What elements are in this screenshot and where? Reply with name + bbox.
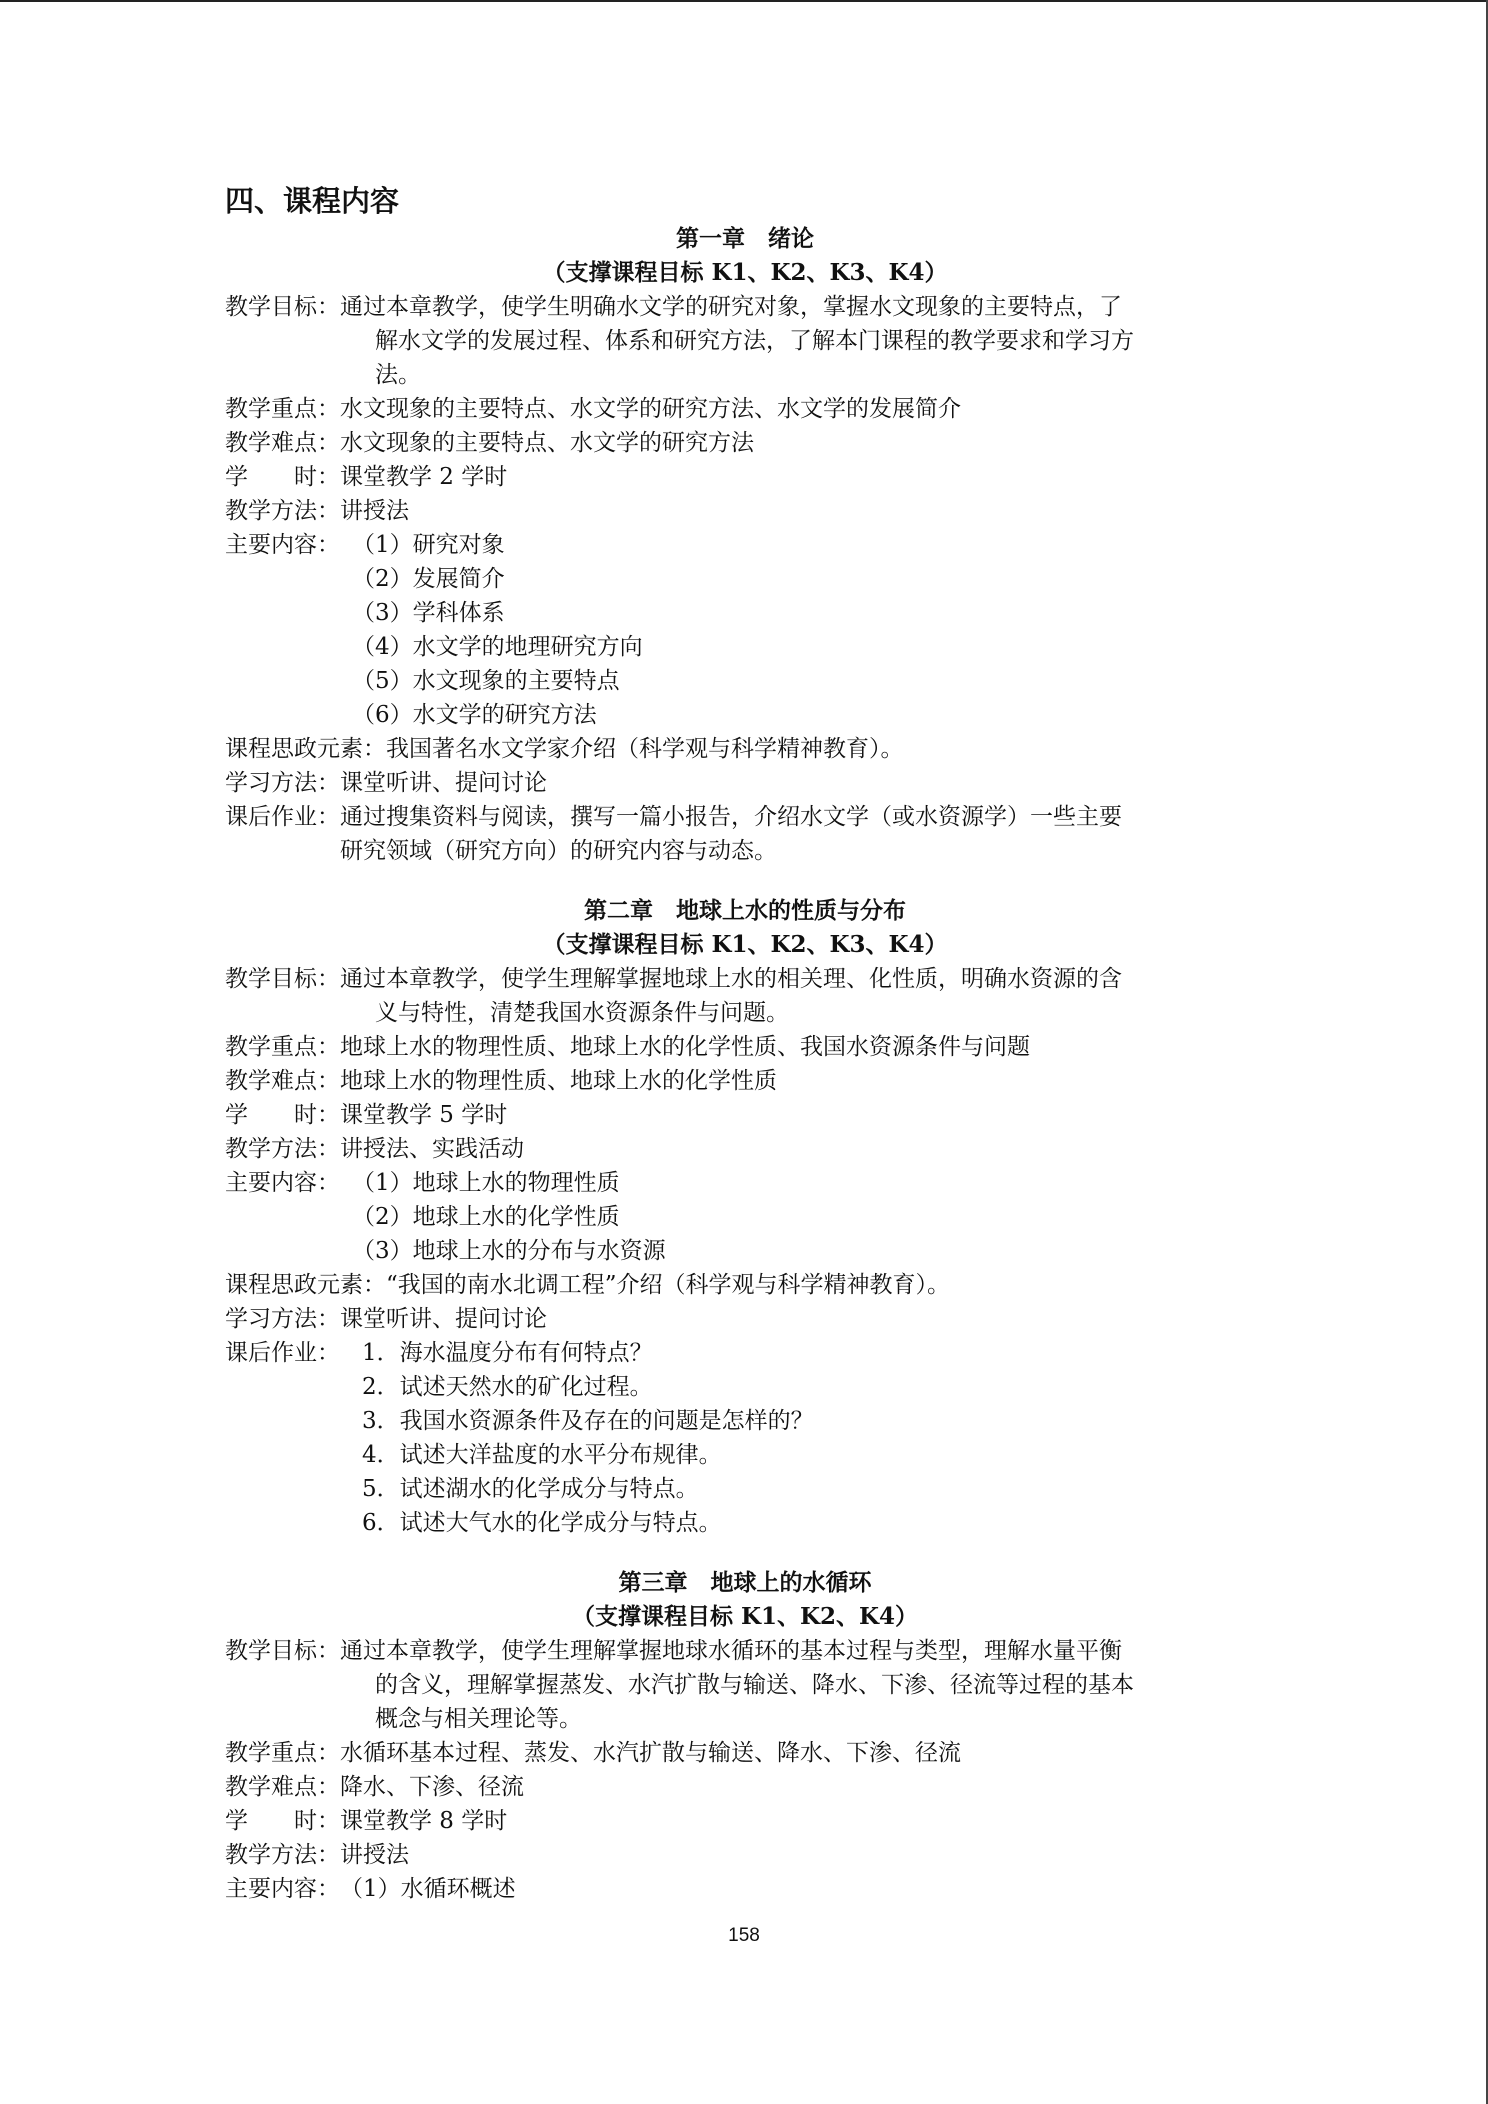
goal-label: 教学目标：: [225, 294, 340, 320]
hw-line: 研究领域（研究方向）的研究内容与动态。: [340, 838, 777, 864]
list-item: 4．试述大洋盐度的水平分布规律。: [362, 1442, 722, 1468]
study-label: 学习方法：: [225, 770, 340, 796]
chapter-support: （支撑课程目标 K1、K2、K3、K4）: [542, 259, 948, 286]
study-text: 课堂听讲、提问讨论: [340, 1306, 547, 1332]
homework: [225, 800, 1265, 868]
hw-text: [340, 800, 1265, 868]
chapter-heading: 第一章 绪论: [676, 225, 814, 252]
content-label: 主要内容：: [225, 1876, 340, 1902]
chapter-heading: 第二章 地球上水的性质与分布: [584, 897, 906, 924]
diff-text: 地球上水的物理性质、地球上水的化学性质: [340, 1068, 777, 1094]
list-item: （1）地球上水的物理性质: [352, 1170, 620, 1196]
diff-text: 水文现象的主要特点、水文学的研究方法: [340, 430, 754, 456]
key-label: 教学重点：: [225, 1034, 340, 1060]
list-item: 6．试述大气水的化学成分与特点。: [362, 1510, 722, 1536]
key-text: 地球上水的物理性质、地球上水的化学性质、我国水资源条件与问题: [340, 1034, 1030, 1060]
key-label: 教学重点：: [225, 1740, 340, 1766]
content-label: 主要内容：: [225, 1170, 340, 1196]
chapter-heading: 第三章 地球上的水循环: [618, 1569, 872, 1596]
ideo-text: “我国的南水北调工程”介绍（科学观与科学精神教育）。: [386, 1272, 951, 1298]
chapter-support: （支撑课程目标 K1、K2、K3、K4）: [542, 931, 948, 958]
goal-text: 通过本章教学，使学生明确水文学的研究对象，掌握水文现象的主要特点，了: [340, 294, 1122, 320]
content-list: [340, 1166, 1265, 1268]
main-content: [225, 1166, 1265, 1268]
main-content: [225, 528, 1265, 732]
chapter-2: [225, 894, 1265, 1540]
goal-line: 解水文学的发展过程、体系和研究方法，了解本门课程的教学要求和学习方: [375, 328, 1134, 354]
list-item: （2）地球上水的化学性质: [352, 1204, 620, 1230]
content-label: 主要内容：: [225, 532, 340, 558]
hours-label: 学 时：: [225, 1102, 340, 1128]
hours-label: 学 时：: [225, 464, 340, 490]
chapter-3: [225, 1566, 1265, 1906]
teaching-goal: [225, 962, 1265, 996]
teaching-key: [225, 392, 1265, 426]
teaching-key: [225, 1030, 1265, 1064]
teaching-difficulty: [225, 426, 1265, 460]
list-item: （5）水文现象的主要特点: [352, 668, 620, 694]
list-item: （3）地球上水的分布与水资源: [352, 1238, 666, 1264]
diff-label: 教学难点：: [225, 1068, 340, 1094]
method-text: 讲授法: [340, 1842, 409, 1868]
ideo-label: 课程思政元素：: [225, 736, 386, 762]
teaching-key: [225, 1736, 1265, 1770]
method-text: 讲授法、实践活动: [340, 1136, 524, 1162]
method-label: 教学方法：: [225, 1842, 340, 1868]
ideology-element: [225, 1268, 1265, 1302]
list-item: （1）研究对象: [352, 532, 505, 558]
main-content: [225, 1872, 1265, 1906]
chapter-1: [225, 222, 1265, 868]
goal-continuation: [225, 996, 1265, 1030]
method-text: 讲授法: [340, 498, 409, 524]
key-text: 水文现象的主要特点、水文学的研究方法、水文学的发展简介: [340, 396, 961, 422]
hours-text: 课堂教学 8 学时: [340, 1808, 508, 1834]
class-hours: [225, 460, 1265, 494]
hw-label: 课后作业：: [225, 1340, 340, 1366]
goal-line: 法。: [375, 362, 421, 388]
teaching-difficulty: [225, 1770, 1265, 1804]
hours-text: 课堂教学 2 学时: [340, 464, 508, 490]
chapter-support: （支撑课程目标 K1、K2、K4）: [572, 1603, 918, 1630]
list-item: 1．海水温度分布有何特点？: [362, 1340, 653, 1366]
list-item: （1）水循环概述: [340, 1876, 516, 1902]
ideology-element: [225, 732, 1265, 766]
ideo-label: 课程思政元素：: [225, 1272, 386, 1298]
ideo-text: 我国著名水文学家介绍（科学观与科学精神教育）。: [386, 736, 904, 762]
goal-line: 的含义，理解掌握蒸发、水汽扩散与输送、降水、下渗、径流等过程的基本: [375, 1672, 1134, 1698]
list-item: 2．试述天然水的矿化过程。: [362, 1374, 653, 1400]
goal-continuation: [225, 324, 1265, 392]
study-method: [225, 766, 1265, 800]
goal-text: 通过本章教学，使学生理解掌握地球水循环的基本过程与类型，理解水量平衡: [340, 1638, 1122, 1664]
content-list: [340, 528, 1265, 732]
diff-label: 教学难点：: [225, 430, 340, 456]
list-item: （2）发展简介: [352, 566, 505, 592]
document-page: [225, 180, 1265, 1906]
key-label: 教学重点：: [225, 396, 340, 422]
list-item: 3．我国水资源条件及存在的问题是怎样的？: [362, 1408, 814, 1434]
hw-line: 通过搜集资料与阅读，撰写一篇小报告，介绍水文学（或水资源学）一些主要: [340, 804, 1122, 830]
study-method: [225, 1302, 1265, 1336]
teaching-method: [225, 1838, 1265, 1872]
teaching-goal: [225, 1634, 1265, 1668]
diff-text: 降水、下渗、径流: [340, 1774, 524, 1800]
study-text: 课堂听讲、提问讨论: [340, 770, 547, 796]
goal-line: 义与特性，清楚我国水资源条件与问题。: [375, 1000, 789, 1026]
hours-text: 课堂教学 5 学时: [340, 1102, 508, 1128]
key-text: 水循环基本过程、蒸发、水汽扩散与输送、降水、下渗、径流: [340, 1740, 961, 1766]
goal-continuation: [225, 1668, 1265, 1736]
page-number: 158: [728, 1925, 760, 1946]
list-item: （6）水文学的研究方法: [352, 702, 597, 728]
goal-label: 教学目标：: [225, 1638, 340, 1664]
goal-label: 教学目标：: [225, 966, 340, 992]
diff-label: 教学难点：: [225, 1774, 340, 1800]
content-list: [340, 1872, 1265, 1906]
method-label: 教学方法：: [225, 1136, 340, 1162]
section-title: 四、课程内容: [225, 184, 400, 218]
hw-label: 课后作业：: [225, 804, 340, 830]
teaching-method: [225, 1132, 1265, 1166]
homework: [225, 1336, 1265, 1540]
goal-text: 通过本章教学，使学生理解掌握地球上水的相关理、化性质，明确水资源的含: [340, 966, 1122, 992]
method-label: 教学方法：: [225, 498, 340, 524]
hours-label: 学 时：: [225, 1808, 340, 1834]
hw-list: [340, 1336, 1265, 1540]
list-item: 5．试述湖水的化学成分与特点。: [362, 1476, 699, 1502]
class-hours: [225, 1804, 1265, 1838]
top-border: [0, 0, 1488, 2]
teaching-goal: [225, 290, 1265, 324]
teaching-difficulty: [225, 1064, 1265, 1098]
study-label: 学习方法：: [225, 1306, 340, 1332]
list-item: （4）水文学的地理研究方向: [352, 634, 643, 660]
goal-line: 概念与相关理论等。: [375, 1706, 582, 1732]
class-hours: [225, 1098, 1265, 1132]
teaching-method: [225, 494, 1265, 528]
list-item: （3）学科体系: [352, 600, 505, 626]
